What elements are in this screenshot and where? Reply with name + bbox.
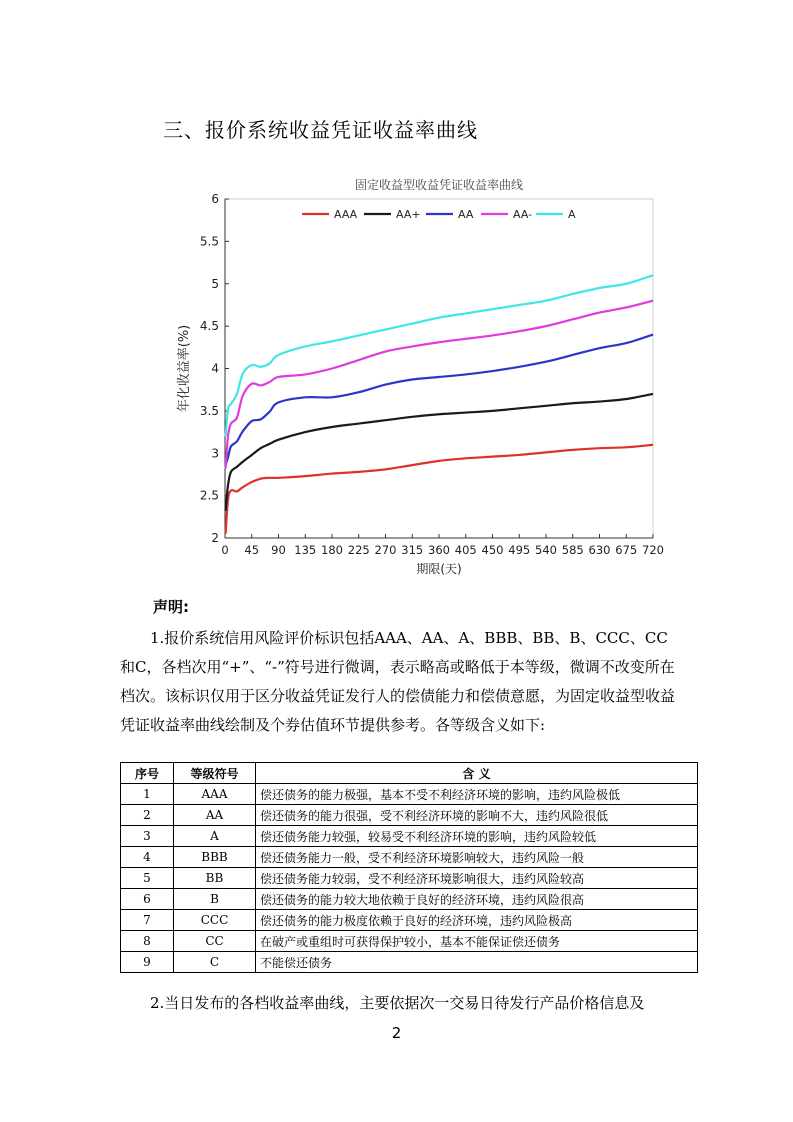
declaration-title: 声明:	[153, 598, 189, 616]
chart-title: 固定收益型收益凭证收益率曲线	[354, 178, 524, 192]
table-row	[121, 868, 698, 889]
legend-label: AA-	[513, 208, 533, 221]
table-row	[121, 889, 698, 910]
table-header-row	[121, 763, 698, 784]
cell-grade: BB	[174, 868, 256, 889]
series-line-AAA	[226, 445, 653, 534]
cell-meaning: 在破产或重组时可获得保护较小，基本不能保证偿还债务	[256, 931, 698, 952]
x-tick-label: 405	[454, 543, 477, 557]
table-row	[121, 826, 698, 847]
table-row	[121, 784, 698, 805]
x-tick-label: 180	[321, 543, 343, 557]
x-tick-label: 450	[481, 543, 504, 557]
cell-grade: C	[174, 952, 256, 973]
x-tick-label: 360	[428, 543, 450, 557]
cell-grade: AAA	[174, 784, 256, 805]
y-tick-label: 4	[211, 361, 219, 376]
cell-meaning: 偿还债务的能力较大地依赖于良好的经济环境，违约风险很高	[256, 889, 698, 910]
x-tick-label: 630	[588, 543, 611, 557]
x-tick-label: 225	[347, 543, 370, 557]
cell-grade: AA	[174, 805, 256, 826]
header-grade: 等级符号	[174, 763, 256, 784]
y-tick-label: 2	[211, 531, 219, 545]
cell-index: 6	[121, 889, 174, 910]
x-tick-label: 0	[221, 543, 229, 557]
paragraph-1	[120, 624, 680, 740]
plot-frame	[225, 199, 653, 538]
cell-grade: B	[174, 889, 256, 910]
cell-meaning: 偿还债务的能力很强，受不利经济环境的影响不大，违约风险很低	[256, 805, 698, 826]
series-line-AA+	[226, 394, 653, 511]
y-tick-label: 3	[211, 446, 219, 461]
cell-grade: CCC	[174, 910, 256, 931]
cell-grade: BBB	[174, 847, 256, 868]
table-row	[121, 910, 698, 931]
cell-index: 5	[121, 868, 174, 889]
legend-label: AA+	[396, 208, 421, 221]
table-row	[121, 952, 698, 973]
paragraph-1-text: 1.报价系统信用风险评价标识包括AAA、AA、A、BBB、BB、B、CCC、CC和C，各档次用“+”、“-”符号进行微调，表示略高或略低于本等级，微调不改变所在档次。该标识仅用于区分收益凭证发行人的偿债能力和偿债意愿，为固定收益型收益凭证收益率曲线绘制及个券估值环节提供参考。各等级含义如下:	[120, 629, 676, 734]
series-line-AA-	[226, 301, 653, 469]
x-tick-label: 270	[374, 543, 397, 557]
legend-label: A	[568, 208, 576, 221]
y-tick-label: 6	[211, 192, 219, 206]
legend-label: AAA	[334, 208, 358, 221]
page-number: 2	[391, 1024, 402, 1042]
y-tick-label: 5	[211, 276, 219, 291]
yield-curve-chart	[170, 170, 670, 585]
series-line-A	[226, 275, 653, 436]
cell-index: 8	[121, 931, 174, 952]
y-tick-label: 2.5	[199, 488, 219, 503]
cell-index: 7	[121, 910, 174, 931]
cell-meaning: 不能偿还债务	[256, 952, 698, 973]
header-index: 序号	[121, 763, 174, 784]
cell-meaning: 偿还债务能力较弱，受不利经济环境影响很大，违约风险较高	[256, 868, 698, 889]
cell-meaning: 偿还债务的能力极度依赖于良好的经济环境，违约风险极高	[256, 910, 698, 931]
cell-index: 9	[121, 952, 174, 973]
x-tick-label: 495	[508, 543, 531, 557]
x-tick-label: 45	[244, 543, 260, 557]
cell-index: 3	[121, 826, 174, 847]
cell-index: 1	[121, 784, 174, 805]
table-body	[121, 784, 698, 973]
y-tick-label: 4.5	[199, 319, 219, 334]
legend-label: AA	[458, 208, 474, 221]
x-tick-label: 315	[401, 543, 424, 557]
header-meaning: 含 义	[256, 763, 698, 784]
y-axis-label: 年化收益率(%)	[177, 324, 192, 413]
table-row	[121, 805, 698, 826]
paragraph-2	[120, 989, 680, 1018]
section-heading: 三、报价系统收益凭证收益率曲线	[163, 118, 478, 142]
y-tick-label: 5.5	[199, 234, 219, 249]
series-line-AA	[226, 335, 653, 466]
table-row	[121, 931, 698, 952]
table-row	[121, 847, 698, 868]
x-tick-label: 90	[271, 543, 286, 557]
cell-meaning: 偿还债务能力一般，受不利经济环境影响较大，违约风险一般	[256, 847, 698, 868]
x-tick-label: 585	[561, 543, 584, 557]
paragraph-2-text: 2.当日发布的各档收益率曲线，主要依据次一交易日待发行产品价格信息及	[150, 994, 645, 1012]
cell-index: 2	[121, 805, 174, 826]
cell-meaning: 偿还债务能力较强，较易受不利经济环境的影响，违约风险较低	[256, 826, 698, 847]
x-tick-label: 540	[535, 543, 557, 557]
y-tick-label: 3.5	[199, 403, 219, 418]
cell-grade: CC	[174, 931, 256, 952]
x-tick-label: 675	[615, 543, 638, 557]
x-axis-label: 期限(天)	[416, 562, 462, 576]
grade-table	[120, 762, 698, 973]
cell-meaning: 偿还债务的能力极强，基本不受不利经济环境的影响，违约风险极低	[256, 784, 698, 805]
cell-index: 4	[121, 847, 174, 868]
x-tick-label: 720	[642, 543, 664, 557]
cell-grade: A	[174, 826, 256, 847]
x-tick-label: 135	[294, 543, 317, 557]
